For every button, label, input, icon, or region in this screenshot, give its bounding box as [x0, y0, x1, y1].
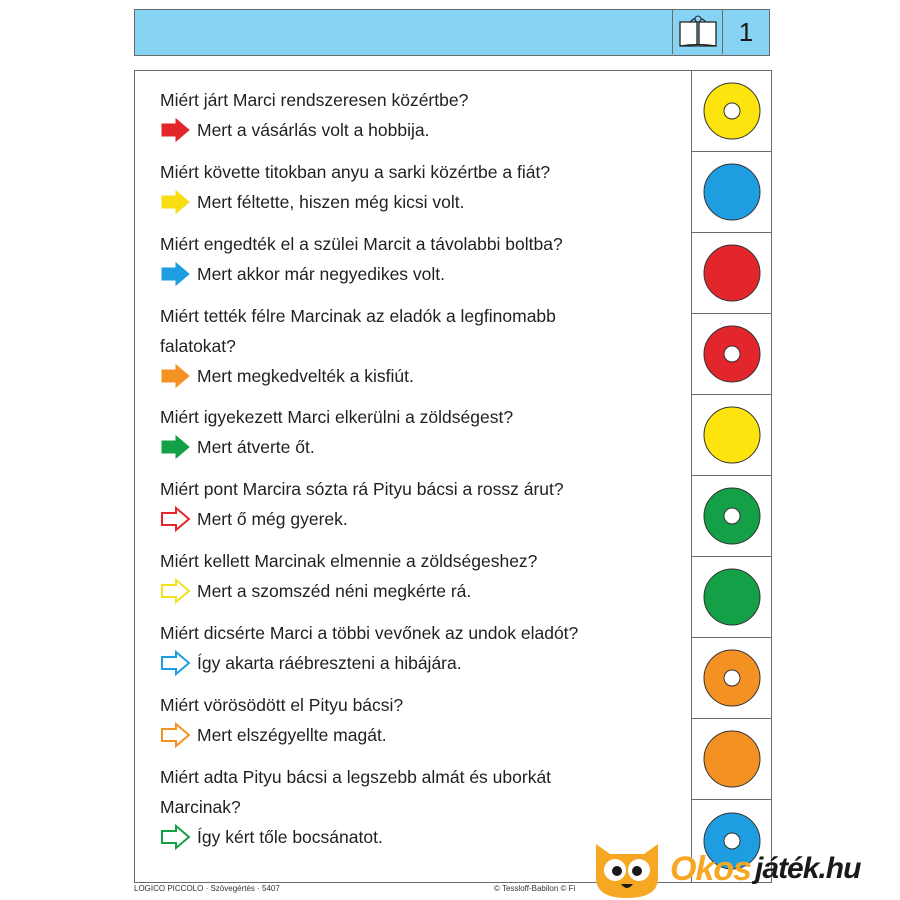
circle-cell [692, 71, 771, 152]
answer-row [160, 432, 680, 462]
answer-row [160, 720, 680, 750]
answer-text: Mert elszégyellte magát. [197, 725, 387, 745]
book-icon [676, 14, 720, 50]
qa-item [160, 229, 680, 289]
answer-row [160, 361, 680, 391]
question-text: Miért járt Marci rendszeresen közértbe? [160, 90, 469, 110]
footer-left: LOGICO PICCOLO · Szövegértés · 5407 [134, 884, 280, 893]
answer-text: Így kért tőle bocsánatot. [197, 827, 383, 847]
question-text: Miért dicsérte Marci a többi vevőnek az undok eladót? [160, 623, 579, 643]
arrow-icon [160, 363, 191, 389]
ring-circle-icon [701, 323, 763, 385]
answer-row [160, 576, 680, 606]
answer-text: Így akarta ráébreszteni a hibájára. [197, 653, 462, 673]
qa-item [160, 618, 680, 678]
question-text: falatokat? [160, 336, 236, 356]
arrow-icon [160, 578, 191, 604]
page-number: 1 [722, 10, 769, 54]
footer-right: © Tessloff-Babilon © Fi [494, 884, 576, 893]
qa-item [160, 85, 680, 145]
question-text: Miért vörösödött el Pityu bácsi? [160, 695, 404, 715]
arrow-icon [160, 117, 191, 143]
solid-circle-icon [701, 161, 763, 223]
arrow-icon [160, 650, 191, 676]
qa-item [160, 690, 680, 750]
question-text: Miért tették félre Marcinak az eladók a legfinomabb [160, 306, 556, 326]
okosjatek-logo [588, 838, 900, 900]
answer-text: Mert féltette, hiszen még kicsi volt. [197, 192, 465, 212]
circle-cell [692, 638, 771, 719]
qa-item [160, 546, 680, 606]
answer-text: Mert akkor már negyedikes volt. [197, 264, 446, 284]
solid-circle-icon [701, 566, 763, 628]
ring-circle-icon [701, 485, 763, 547]
logo-rest: játék.hu [755, 852, 861, 885]
answer-row [160, 648, 680, 678]
circle-cell [692, 152, 771, 233]
circle-cell [692, 233, 771, 314]
logo-okos: Okos [670, 849, 752, 888]
circle-cell [692, 395, 771, 476]
ring-circle-icon [701, 80, 763, 142]
header-bar [134, 9, 770, 56]
answer-text: Mert megkedvelték a kisfiút. [197, 366, 414, 386]
arrow-icon [160, 824, 191, 850]
circles-column [691, 71, 771, 882]
solid-circle-icon [701, 728, 763, 790]
owl-icon [588, 838, 666, 900]
question-text: Marcinak? [160, 797, 241, 817]
arrow-icon [160, 722, 191, 748]
arrow-icon [160, 261, 191, 287]
book-cell [672, 10, 722, 54]
qa-item [160, 402, 680, 462]
qa-item [160, 301, 680, 391]
answer-row [160, 504, 680, 534]
question-text: Miért adta Pityu bácsi a legszebb almát és uborkát [160, 767, 552, 787]
arrow-icon [160, 434, 191, 460]
answer-row [160, 259, 680, 289]
question-text: Miért pont Marcira sózta rá Pityu bácsi a rossz árut? [160, 479, 564, 499]
question-text: Miért engedték el a szülei Marcit a távolabbi boltba? [160, 234, 563, 254]
answer-text: Mert ő még gyerek. [197, 509, 348, 529]
solid-circle-icon [701, 404, 763, 466]
arrow-icon [160, 506, 191, 532]
question-card [134, 70, 772, 883]
ring-circle-icon [701, 647, 763, 709]
question-text: Miért követte titokban anyu a sarki közértbe a fiát? [160, 162, 551, 182]
answer-row [160, 115, 680, 145]
answer-text: Mert a szomszéd néni megkérte rá. [197, 581, 472, 601]
answer-text: Mert átverte őt. [197, 437, 315, 457]
qa-item [160, 157, 680, 217]
qa-item [160, 474, 680, 534]
circle-cell [692, 719, 771, 800]
solid-circle-icon [701, 242, 763, 304]
answer-text: Mert a vásárlás volt a hobbija. [197, 120, 430, 140]
question-text: Miért kellett Marcinak elmennie a zöldségeshez? [160, 551, 538, 571]
question-text: Miért igyekezett Marci elkerülni a zöldségest? [160, 407, 514, 427]
circle-cell [692, 476, 771, 557]
answer-row [160, 187, 680, 217]
circle-cell [692, 314, 771, 395]
circle-cell [692, 557, 771, 638]
arrow-icon [160, 189, 191, 215]
